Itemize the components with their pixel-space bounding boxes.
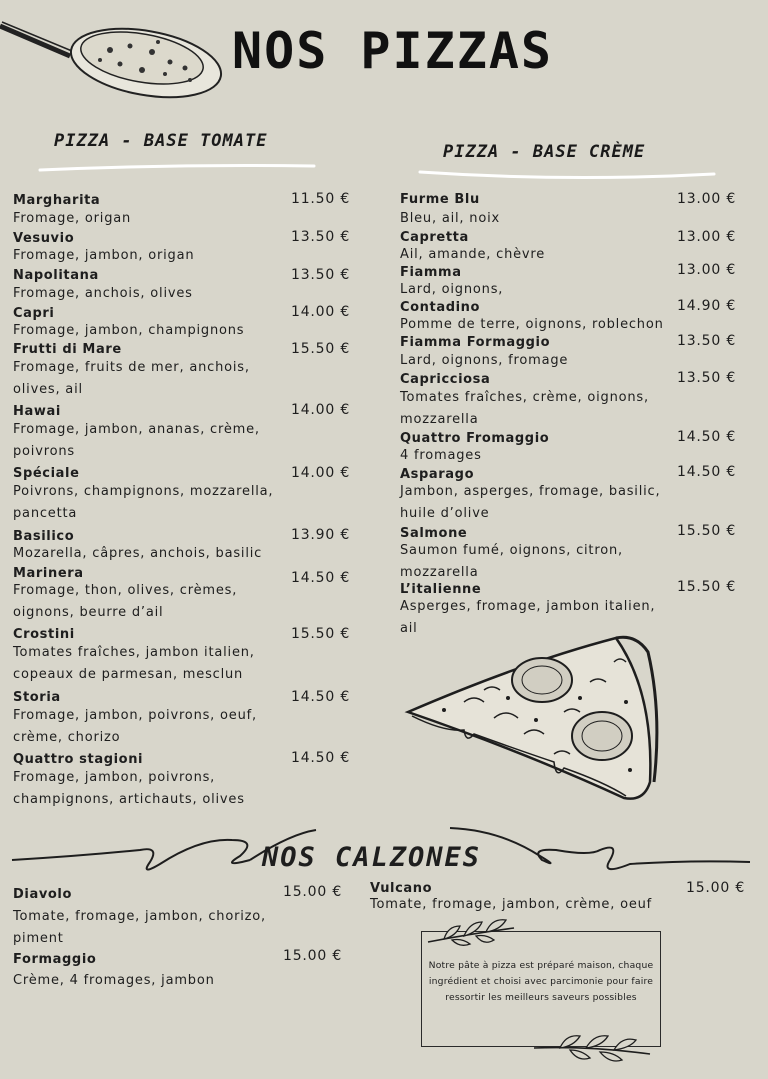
menu-item-price: 13.00 € bbox=[677, 262, 737, 278]
menu-item-desc: Lard, oignons, fromage bbox=[400, 353, 569, 368]
menu-item-name: Spéciale bbox=[13, 466, 80, 481]
menu-item-price: 11.50 € bbox=[291, 191, 351, 207]
menu-item-price: 13.50 € bbox=[291, 267, 351, 283]
menu-item-name: L’italienne bbox=[400, 582, 482, 597]
menu-item-name: Storia bbox=[13, 690, 61, 705]
menu-item-desc: Fromage, jambon, champignons bbox=[13, 323, 245, 338]
menu-item-name: Vulcano bbox=[370, 881, 433, 896]
menu-item-name: Capretta bbox=[400, 230, 469, 245]
menu-item-desc: Fromage, jambon, poivrons, champignons, artichauts, olives bbox=[13, 770, 245, 807]
menu-item-name: Margharita bbox=[13, 193, 101, 208]
menu-item-name: Furme Blu bbox=[400, 192, 480, 207]
menu-item-desc: Fromage, jambon, origan bbox=[13, 248, 195, 263]
menu-item-desc: Tomate, fromage, jambon, crème, oeuf bbox=[370, 897, 653, 912]
page-title: NOS PIZZAS bbox=[232, 22, 554, 80]
menu-item-name: Quattro Fromaggio bbox=[400, 431, 550, 446]
menu-item-price: 14.50 € bbox=[677, 429, 737, 445]
menu-item-name: Capricciosa bbox=[400, 372, 491, 387]
menu-item-name: Basilico bbox=[13, 529, 75, 544]
menu-item-price: 15.00 € bbox=[283, 948, 343, 964]
menu-item-desc: Mozarella, câpres, anchois, basilic bbox=[13, 546, 263, 561]
menu-item-name: Frutti di Mare bbox=[13, 342, 122, 357]
leaf-branch-icon bbox=[424, 914, 519, 950]
menu-item-name: Fiamma Formaggio bbox=[400, 335, 551, 350]
menu-item-name: Contadino bbox=[400, 300, 481, 315]
menu-item-price: 14.50 € bbox=[291, 689, 351, 705]
note-text: Notre pâte à pizza est préparé maison, chaque ingrédient et choisi avec parcimonie pour faire ressortir les meilleurs saveurs possibles bbox=[428, 960, 654, 1003]
underline-swash bbox=[38, 158, 318, 176]
menu-item-price: 14.50 € bbox=[291, 750, 351, 766]
menu-item-price: 14.00 € bbox=[291, 304, 351, 320]
menu-item-desc: 4 fromages bbox=[400, 448, 482, 463]
pizza-slice-icon bbox=[404, 632, 662, 804]
menu-item-price: 14.00 € bbox=[291, 402, 351, 418]
menu-item-desc: Lard, oignons, bbox=[400, 282, 504, 297]
menu-item-desc: Jambon, asperges, fromage, basilic, huile d’olive bbox=[400, 484, 661, 521]
menu-item-price: 15.50 € bbox=[677, 523, 737, 539]
menu-item-name: Marinera bbox=[13, 566, 84, 581]
menu-item-name: Capri bbox=[13, 306, 55, 321]
menu-item-desc: Asperges, fromage, jambon italien, ail bbox=[400, 599, 656, 636]
menu-item-desc: Fromage, jambon, ananas, crème, poivrons bbox=[13, 422, 260, 459]
menu-item-price: 14.00 € bbox=[291, 465, 351, 481]
menu-item-price: 13.50 € bbox=[291, 229, 351, 245]
menu-item-name: Asparago bbox=[400, 467, 475, 482]
menu-item-name: Salmone bbox=[400, 526, 468, 541]
menu-item-price: 14.90 € bbox=[677, 298, 737, 314]
menu-item-price: 14.50 € bbox=[291, 570, 351, 586]
pizza-peel-icon bbox=[0, 18, 225, 106]
menu-item-name: Quattro stagioni bbox=[13, 752, 144, 767]
menu-item-desc: Crème, 4 fromages, jambon bbox=[13, 973, 215, 988]
menu-item-name: Hawai bbox=[13, 404, 61, 419]
menu-item-price: 15.50 € bbox=[291, 626, 351, 642]
menu-item-name: Formaggio bbox=[13, 952, 97, 967]
menu-item-name: Diavolo bbox=[13, 887, 73, 902]
menu-item-desc: Fromage, fruits de mer, anchois, olives, ail bbox=[13, 360, 250, 397]
section-title-tomate: PIZZA - BASE TOMATE bbox=[54, 131, 268, 151]
menu-item-desc: Fromage, anchois, olives bbox=[13, 286, 193, 301]
menu-item-desc: Fromage, origan bbox=[13, 211, 132, 226]
menu-item-desc: Bleu, ail, noix bbox=[400, 211, 500, 226]
menu-item-price: 14.50 € bbox=[677, 464, 737, 480]
menu-item-price: 13.00 € bbox=[677, 191, 737, 207]
menu-item-desc: Saumon fumé, oignons, citron, mozzarella bbox=[400, 543, 623, 580]
menu-item-desc: Tomate, fromage, jambon, chorizo, piment bbox=[13, 909, 266, 946]
leaf-branch-icon bbox=[530, 1030, 655, 1070]
menu-item-price: 13.00 € bbox=[677, 229, 737, 245]
menu-item-desc: Tomates fraîches, crème, oignons, mozzarella bbox=[400, 390, 649, 427]
menu-item-desc: Fromage, thon, olives, crèmes, oignons, beurre d’ail bbox=[13, 583, 238, 620]
section-title-calzones: NOS CALZONES bbox=[262, 842, 482, 873]
menu-item-desc: Tomates fraîches, jambon italien, copeaux de parmesan, mesclun bbox=[13, 645, 255, 682]
menu-item-desc: Fromage, jambon, poivrons, oeuf, crème, chorizo bbox=[13, 708, 257, 745]
menu-item-desc: Poivrons, champignons, mozzarella, pancetta bbox=[13, 484, 274, 521]
menu-item-price: 15.50 € bbox=[291, 341, 351, 357]
menu-item-name: Crostini bbox=[13, 627, 75, 642]
menu-item-desc: Pomme de terre, oignons, roblechon bbox=[400, 317, 664, 332]
menu-item-price: 15.00 € bbox=[686, 880, 746, 896]
menu-item-name: Napolitana bbox=[13, 268, 99, 283]
section-title-creme: PIZZA - BASE CRÈME bbox=[443, 142, 646, 162]
menu-item-price: 13.90 € bbox=[291, 527, 351, 543]
menu-item-name: Vesuvio bbox=[13, 231, 75, 246]
menu-item-price: 15.00 € bbox=[283, 884, 343, 900]
menu-item-name: Fiamma bbox=[400, 265, 462, 280]
menu-item-price: 13.50 € bbox=[677, 333, 737, 349]
menu-item-price: 13.50 € bbox=[677, 370, 737, 386]
menu-item-price: 15.50 € bbox=[677, 579, 737, 595]
underline-swash bbox=[418, 166, 718, 186]
menu-item-desc: Ail, amande, chèvre bbox=[400, 247, 546, 262]
